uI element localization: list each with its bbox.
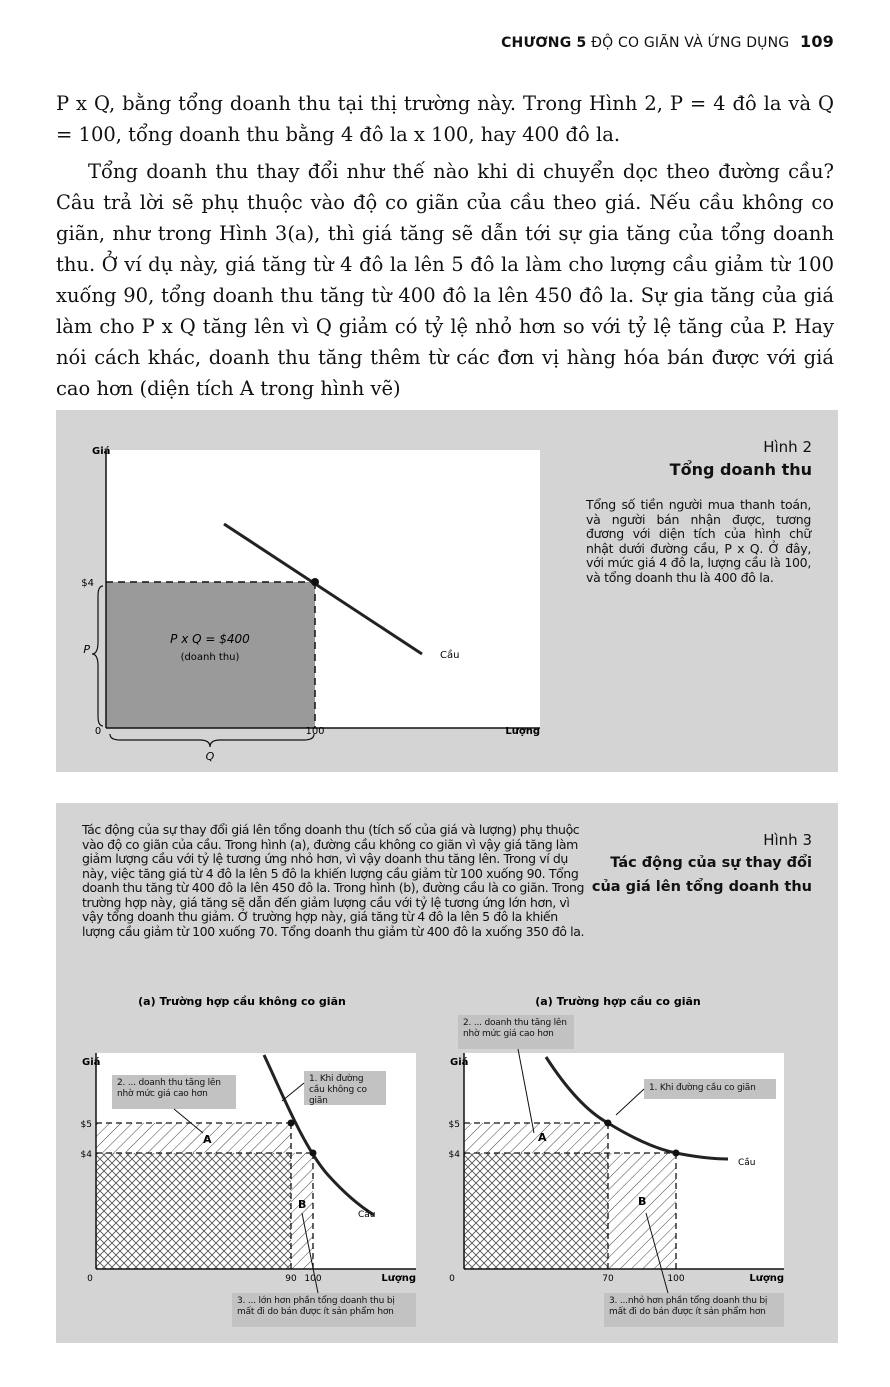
panel-b: [449, 995, 784, 1327]
figure-2-number: Hình 2: [763, 438, 812, 456]
figure-2-heading: [670, 438, 812, 479]
demand-curve-label: Cầu: [440, 650, 460, 661]
panel-a-y-label: Giá: [82, 1057, 101, 1068]
panel-b-p5-label: $5: [448, 1120, 460, 1130]
chapter-number: CHƯƠNG 5: [501, 35, 587, 51]
panel-b-point-low: [673, 1150, 680, 1157]
panel-b-y-label: Giá: [450, 1057, 469, 1068]
panel-a-area-a-label: A: [203, 1133, 212, 1146]
figure-2-description: Tổng số tiền người mua thanh toán, và người bán nhận được, tương đương với diện tích của hình chữ nhật dưới đường cầu, P x Q. Ở đây, với mức giá 4 đô la, lượng cầu là 100, và tổng doanh thu là 400 đô la.: [586, 497, 811, 585]
panel-b-p4-label: $4: [448, 1150, 460, 1160]
running-header: [501, 32, 834, 51]
figure-3-title-line2: của giá lên tổng doanh thu: [591, 879, 812, 895]
paragraph-2: Tổng doanh thu thay đổi như thế nào khi di chuyển dọc theo đường cầu? Câu trả lời sẽ phụ thuộc vào độ co giãn của cầu theo giá. Nếu cầu không co giãn, như trong Hình 3(a), thì giá tăng sẽ dẫn tới sự gia tăng của tổng doanh thu. Ở ví dụ này, giá tăng từ 4 đô la lên 5 đô la làm cho lượng cầu giảm từ 100 xuống 90, tổng doanh thu tăng từ 400 đô la lên 450 đô la. Sự gia tăng của giá làm cho P x Q tăng lên vì Q giảm có tỷ lệ nhỏ hơn so với tỷ lệ tăng của P. Hay nói cách khác, doanh thu tăng thêm từ các đơn vị hàng hóa bán được với giá cao hơn (diện tích A trong hình vẽ): [56, 160, 834, 400]
panel-b-title: (a) Trường hợp cầu co giãn: [535, 995, 701, 1008]
q-label: Q: [205, 750, 215, 763]
panel-a-p4-label: $4: [80, 1150, 92, 1160]
paragraph-1: P x Q, bằng tổng doanh thu tại thị trường này. Trong Hình 2, P = 4 đô la và Q = 100, tổng doanh thu bằng 4 đô la x 100, hay 400 đô la.: [56, 92, 834, 146]
figure-3-number: Hình 3: [763, 831, 812, 849]
panel-a-q1-label: 90: [285, 1274, 297, 1284]
panel-a-origin: 0: [87, 1274, 93, 1284]
panel-a-note3: 3. ... lớn hơn phần tổng doanh thu bị mất đi do bán được ít sản phẩm hơn: [237, 1296, 395, 1317]
page-number: 109: [800, 32, 834, 51]
q-tick-label: 100: [305, 726, 325, 737]
panel-b-origin: 0: [449, 1274, 455, 1284]
panel-b-curve-label: Cầu: [738, 1158, 756, 1168]
panel-a-point-low: [310, 1150, 317, 1157]
panel-a-p5-label: $5: [80, 1120, 92, 1130]
panel-b-note2: 2. ... doanh thu tăng lên nhờ mức giá cao hơn: [463, 1018, 567, 1039]
panel-b-area-a-label: A: [538, 1131, 547, 1144]
panel-b-note3: 3. ...nhỏ hơn phần tổng doanh thu bị mất đi do bán được ít sản phẩm hơn: [609, 1296, 768, 1317]
p-brace: [92, 586, 103, 726]
panel-a-curve-label: Cầu: [358, 1210, 376, 1220]
panel-a-note2: 2. ... doanh thu tăng lên nhờ mức giá cao hơn: [117, 1078, 221, 1099]
p-label: P: [83, 643, 90, 656]
x-axis-label: Lượng: [505, 726, 540, 737]
chapter-title: ĐỘ CO GIÃN VÀ ỨNG DỤNG: [591, 35, 790, 51]
panel-b-q1-label: 70: [602, 1274, 614, 1284]
panel-b-area-b-label: B: [638, 1195, 647, 1208]
area-sublabel: (doanh thu): [180, 652, 240, 663]
panel-b-note1: 1. Khi đường cầu co giãn: [649, 1083, 756, 1093]
price-tick-label: $4: [81, 578, 94, 589]
equilibrium-point: [311, 578, 319, 586]
panel-a-x-label: Lượng: [381, 1273, 416, 1284]
y-axis-label: Giá: [92, 446, 111, 457]
area-label: P x Q = $400: [170, 632, 250, 646]
panel-a-area-a: [96, 1123, 291, 1153]
figure-3: [56, 803, 838, 1343]
panel-a-area-b-label: B: [298, 1198, 307, 1211]
panel-b-point-high: [605, 1120, 612, 1127]
figure-2-title: Tổng doanh thu: [669, 460, 812, 479]
origin-label: 0: [94, 726, 102, 737]
figure-3-title-line1: Tác động của sự thay đổi: [610, 855, 812, 871]
panel-a-q2-label: 100: [304, 1274, 322, 1284]
figure-2: [56, 410, 838, 772]
q-brace: [110, 734, 314, 747]
panel-a-point-high: [288, 1120, 295, 1127]
panel-a-title: (a) Trường hợp cầu không co giãn: [138, 995, 346, 1008]
panel-b-area-a: [464, 1123, 608, 1153]
panel-b-q2-label: 100: [667, 1274, 685, 1284]
panel-b-x-label: Lượng: [749, 1273, 784, 1284]
panel-a-revenue-area: [96, 1153, 291, 1269]
figure-3-graphs: [56, 803, 838, 1343]
figure-3-description: Tác động của sự thay đổi giá lên tổng doanh thu (tích số của giá và lượng) phụ thuộc vào độ co giãn của cầu. Trong hình (a), đường cầu không co giãn vì vậy giá tăng làm giảm lượng cầu với tỷ lệ tương ứng nhỏ hơn, vì vậy doanh thu tăng lên. Trong ví dụ này, việc tăng giá từ 4 đô la lên 5 đô la khiến lượng cầu giảm từ 100 xuống 90. Tổng doanh thu tăng từ 400 đô la lên 450 đô la. Trong hình (b), đường cầu là co giãn. Trong trường hợp này, giá tăng sẽ dẫn đến giảm lượng cầu với tỷ lệ tương ứng lớn hơn, vì vậy tổng doanh thu giảm. Ở trường hợp này, giá tăng từ 4 đô la lên 5 đô la khiến lượng cầu giảm từ 100 xuống 70. Tổng doanh thu giảm từ 400 đô la xuống 350 đô la.: [82, 822, 585, 939]
panel-b-area-b: [608, 1153, 676, 1269]
panel-b-revenue-area: [464, 1153, 608, 1269]
panel-a-note1: 1. Khi đường cầu không co giãn: [309, 1074, 367, 1105]
panel-a: [81, 995, 416, 1327]
